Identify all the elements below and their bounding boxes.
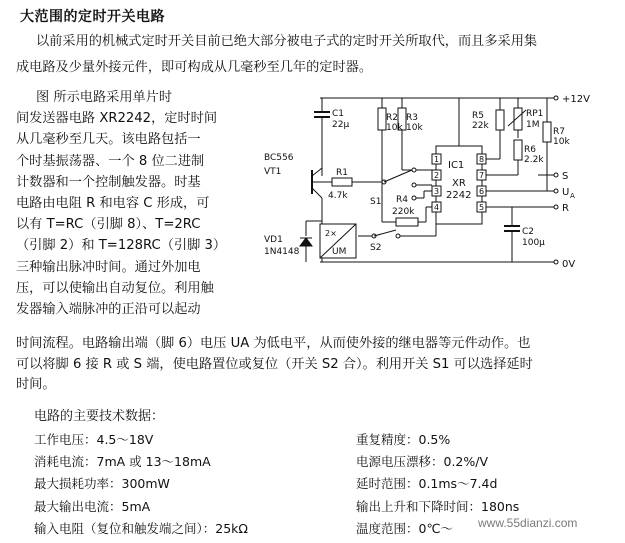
left-column-text (16, 88, 261, 321)
s1-label: S1 (370, 197, 382, 207)
rp1-label: RP1 (526, 109, 544, 119)
c2-value: 100μ (522, 238, 545, 248)
spec-right-item: 重复精度：0.5% (356, 432, 451, 447)
r6-value: 2.2k (524, 155, 544, 165)
spec-right-item: 延时范围：0.1ms～7.4d (356, 476, 498, 491)
r7-value: 10k (553, 137, 570, 147)
vt1-type: BC556 (264, 153, 294, 163)
s1-symbol (384, 170, 412, 182)
circuit-diagram (262, 86, 592, 276)
r3-label: R3 (406, 113, 418, 123)
pin-label: 7 (479, 171, 485, 180)
wide-text (16, 334, 533, 396)
r6-symbol (514, 140, 522, 160)
c1-value: 22μ (332, 120, 350, 130)
left-line: 间发送器电路 XR2242，定时时间 (16, 111, 218, 127)
left-line: 压，可以使输出自动复位。利用触 (16, 280, 214, 296)
ua-subscript: A (570, 192, 575, 200)
spec-left-item: 最大损耗功率：300mW (34, 476, 170, 491)
spec-right-item: 输出上升和下降时间：180ns (356, 499, 520, 514)
intro-line-2: 成电路及少量外接元件，即可构成从几毫秒至几年的定时器。 (16, 60, 373, 75)
vd1-label: VD1 (264, 235, 283, 245)
ground-terminal (554, 260, 558, 264)
wide-line: 时间流程。电路输出端（脚 6）电压 UA 为低电平，从而使外接的继电器等元件动作。也 (16, 336, 531, 351)
specs-title: 电路的主要技术数据： (34, 409, 165, 424)
pin-label: 5 (479, 203, 485, 212)
supply-terminal (554, 96, 558, 100)
r1-value: 4.7k (328, 191, 348, 201)
left-line: 图 所示电路采用单片时 (36, 90, 173, 105)
s2-label: S2 (370, 243, 382, 253)
left-line: （引脚 2）和 T=128RC（引脚 3） (16, 238, 227, 254)
left-line: 以有 T=RC（引脚 8）、T=2RC (16, 217, 201, 233)
r5-symbol (496, 110, 504, 130)
ua-terminal (554, 189, 558, 193)
s-label: S (562, 171, 569, 182)
s-terminal (554, 173, 558, 177)
spec-left-item: 最大输出电流：5mA (34, 499, 151, 514)
r1-symbol (332, 178, 352, 186)
s2-symbol (374, 230, 396, 236)
wide-line: 时间。 (16, 377, 56, 392)
article-title: 大范围的定时开关电路 (20, 9, 165, 25)
left-line: 个时基振荡器、一个 8 位二进制 (16, 153, 205, 169)
r2-value: 10k (386, 123, 403, 133)
left-line: 发器输入端脉冲的正沿可以起动 (16, 301, 201, 317)
r7-symbol (543, 122, 551, 142)
left-line: 电路由电阻 R 和电容 C 形成，可 (16, 195, 210, 211)
pin-label: 3 (434, 187, 440, 196)
spec-left-item: 输入电阻（复位和触发端之间）：25kΩ (34, 521, 248, 536)
r5-label: R5 (472, 111, 484, 121)
spec-left-item: 工作电压：4.5～18V (34, 432, 154, 447)
ic1-type-2: 2242 (446, 190, 472, 201)
rp1-value: 1M (526, 120, 540, 130)
left-line: 计数器和一个控制触发器。时基 (16, 174, 201, 190)
r3-value: 10k (406, 123, 423, 133)
pin-label: 4 (434, 203, 440, 212)
r4-value: 220k (392, 207, 415, 217)
r6-label: R6 (524, 145, 536, 155)
r4-symbol (396, 218, 418, 226)
intro-line-1: 以前采用的机械式定时开关目前已绝大部分被电子式的定时开关所取代，而且多采用集 (36, 34, 538, 49)
r5-value: 22k (472, 121, 489, 131)
r1-label: R1 (336, 168, 348, 178)
spec-right-item: 电源电压漂移：0.2%/V (356, 454, 489, 469)
ic1-type-1: XR (452, 178, 466, 189)
watermark: www.55dianzi.com (478, 516, 578, 530)
vt1-label: VT1 (264, 167, 282, 177)
r4-label: R4 (396, 195, 408, 205)
vd1-symbol (300, 238, 312, 246)
left-line: 三种输出脉冲时间。通过外加电 (16, 259, 201, 275)
r-terminal (554, 205, 558, 209)
vd1-type: 1N4148 (264, 247, 300, 257)
ic1-label: IC1 (448, 160, 465, 171)
c1-label: C1 (332, 109, 345, 119)
relay-label: UM (332, 247, 347, 257)
r7-label: R7 (553, 127, 565, 137)
r2-label: R2 (386, 113, 398, 123)
svg-text:2×: 2× (325, 229, 337, 238)
wide-line: 可以将脚 6 接 R 或 S 端，使电路置位或复位（开关 S2 合）。利用开关 S1 可以选择延时 (16, 356, 533, 372)
spec-right-item: 温度范围：0℃～ (356, 521, 453, 536)
ground-label: 0V (562, 259, 576, 270)
pin-label: 1 (434, 155, 440, 164)
supply-label: +12V (562, 94, 590, 105)
left-line: 从几毫秒至几天。该电路包括一 (16, 132, 201, 148)
ua-label: U (562, 187, 570, 198)
pin-label: 2 (434, 171, 440, 180)
pin-label: 6 (479, 187, 485, 196)
pin-label: 8 (479, 155, 485, 164)
r2-symbol (378, 108, 386, 130)
c2-label: C2 (522, 227, 535, 237)
r-label: R (562, 203, 569, 214)
spec-left-item: 消耗电流：7mA 或 13～18mA (34, 454, 211, 469)
